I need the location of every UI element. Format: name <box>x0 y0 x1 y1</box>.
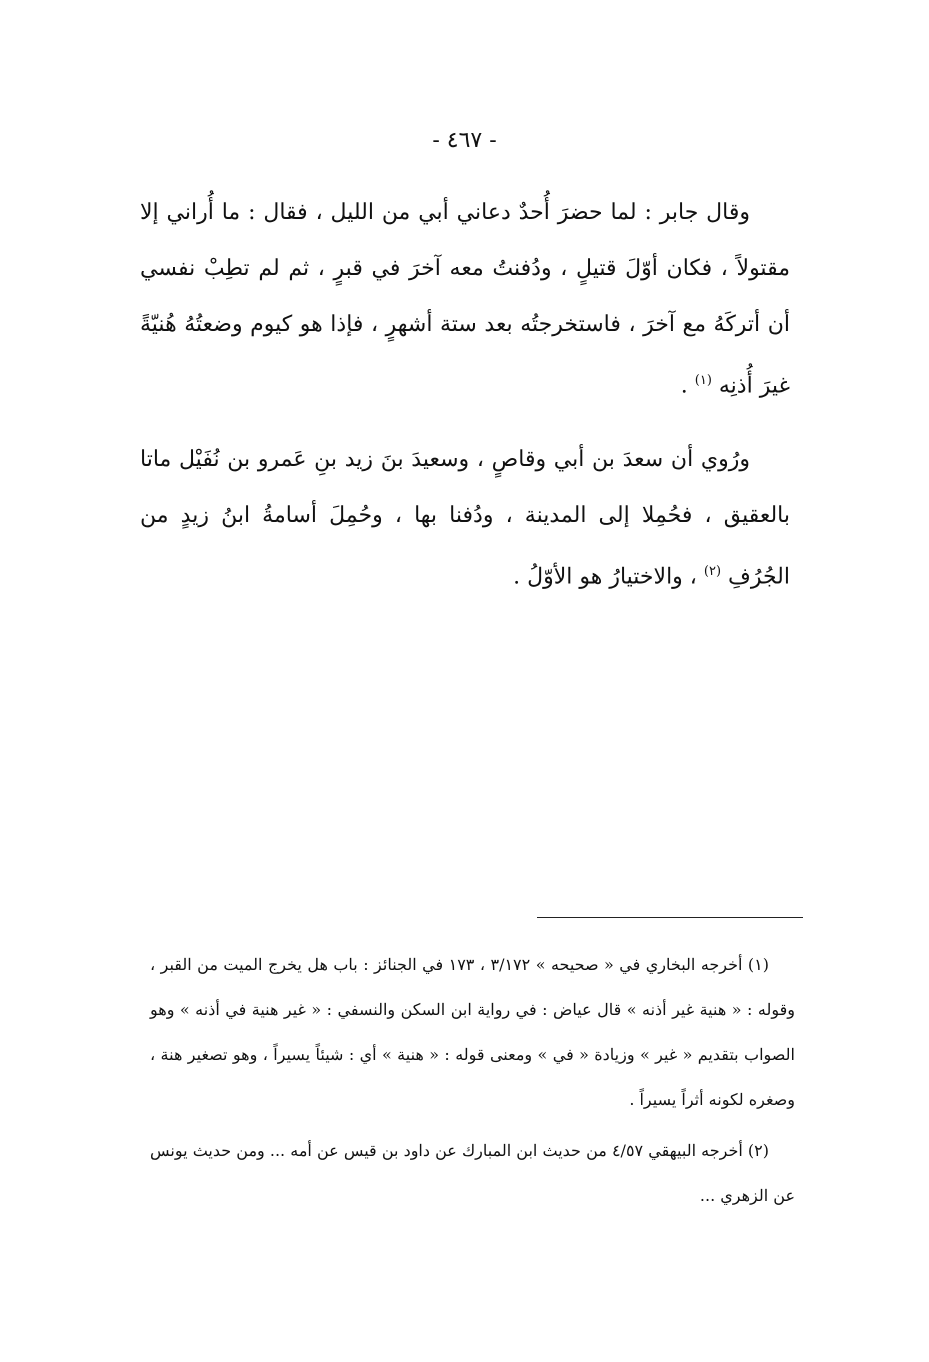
footnote-reference: (٢) <box>703 564 722 580</box>
paragraph-saad <box>140 432 790 605</box>
footnote-2: (٢) أخرجه البيهقي ٤/٥٧ من حديث ابن المبارك عن داود بن قيس عن أمه ... ومن حديث يونس عن الزهري ... <box>150 1141 795 1205</box>
paragraph-text: ورُوي أن سعدَ بن أبي وقاصٍ ، وسعيدَ بنَ زيد بنِ عَمرو بن نُفَيْل ماتا بالعقيق ، فحُمِلا إلى المدينة ، ودُفنا بها ، وحُمِلَ أسامةُ ابنُ زيدٍ من الجُرُفِ <box>140 447 790 590</box>
paragraph-jabir <box>140 185 790 414</box>
footnote-reference: (١) <box>694 373 712 388</box>
main-text <box>140 185 790 624</box>
footnote-divider <box>537 917 803 918</box>
page-number: - ٤٦٧ - <box>432 128 497 153</box>
paragraph-ending: ، والاختيارُ هو الأوّلُ . <box>513 564 704 590</box>
footnotes <box>150 942 795 1224</box>
footnote-1: (١) أخرجه البخاري في « صحيحه » ٣/١٧٢ ، ١٧٣ في الجنائز : باب هل يخرج الميت من القبر ، وقوله : « هنية غير أذنه » قال عياض : في رواية ابن السكن والنسفي : « غير هنية في أذنه » وهو الصواب بتقديم « غير » وزيادة « في » ومعنى قوله : « هنية » أي : شيئاً يسيراً ، وهو تصغير هنة ، وصغره لكونه أثراً يسيراً . <box>150 955 795 1109</box>
paragraph-ending: . <box>680 373 695 399</box>
paragraph-text: وقال جابر : لما حضرَ أُحدٌ دعاني أبي من الليل ، فقال : ما أُراني إلا مقتولاً ، فكان أوّلَ قتيلٍ ، ودُفنتُ معه آخرَ في قبرٍ ، ثم لم تطِبْ نفسي أن أتركَهُ مع آخرَ ، فاستخرجتُه بعد ستة أشهرٍ ، فإذا هو كيوم وضعتُهُ هُنيّةً غيرَ أُذنِه <box>140 200 790 399</box>
